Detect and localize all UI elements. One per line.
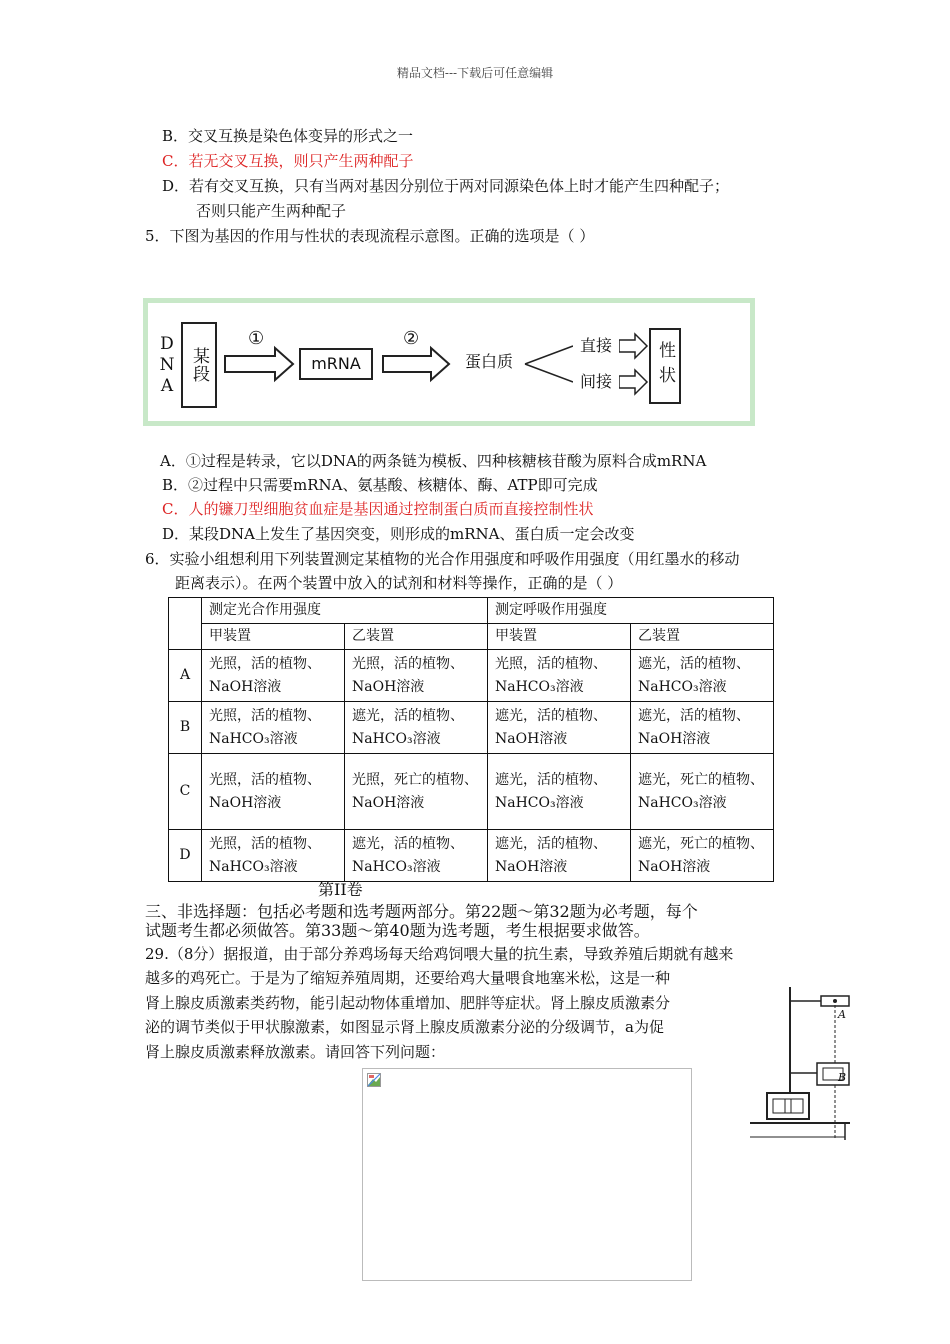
table-group-header: 测定呼吸作用强度 [488, 598, 774, 624]
gene-expression-diagram [143, 298, 755, 426]
row-label: C [169, 754, 202, 830]
table-cell: 遮光，活的植物、NaHCO₃溶液 [345, 702, 488, 754]
table-sub-header: 甲装置 [488, 624, 631, 650]
page-header: 精品文档---下载后可任意编辑 [396, 66, 554, 80]
q5-option-d: D．某段DNA上发生了基因突变，则形成的mRNA、蛋白质一定会改变 [162, 525, 635, 543]
q4-option-d: D．若有交叉互换，只有当两对基因分别位于两对同源染色体上时才能产生四种配子； [162, 177, 730, 195]
label-b: B [838, 1071, 847, 1084]
table-sub-header: 乙装置 [631, 624, 774, 650]
direct-label: 直接 [573, 334, 619, 358]
q5-option-a: A．①过程是转录，它以DNA的两条链为模板、四种核糖核苷酸为原料合成mRNA [160, 452, 707, 470]
q29-line1: 29.（8分）据报道，由于部分养鸡场每天给鸡饲喂大量的抗生素，导致养殖后期就有越来 [145, 945, 734, 963]
table-cell: 遮光，活的植物、NaOH溶液 [631, 702, 774, 754]
q5-option-c: C．人的镰刀型细胞贫血症是基因通过控制蛋白质而直接控制性状 [162, 500, 594, 518]
q6-stem-line1: 6．实验小组想利用下列装置测定某植物的光合作用强度和呼吸作用强度（用红墨水的移动 [145, 550, 740, 568]
mrna-box: mRNA [299, 348, 373, 380]
table-row [169, 830, 774, 882]
q4-option-c: C．若无交叉互换，则只产生两种配子 [162, 152, 414, 170]
arrow-step1-icon [225, 348, 293, 380]
arrow-indirect-icon [619, 370, 647, 394]
q5-stem: 5．下图为基因的作用与性状的表现流程示意图。正确的选项是（ ） [145, 227, 595, 245]
step2-label: ② [403, 328, 420, 349]
step1-label: ① [248, 328, 265, 349]
trait-box: 性状 [649, 328, 681, 404]
table-cell: 遮光，活的植物、NaHCO₃溶液 [631, 650, 774, 702]
table-group-header: 测定光合作用强度 [202, 598, 488, 624]
table-cell: 遮光，活的植物、NaOH溶液 [488, 830, 631, 882]
protein-label: 蛋白质 [455, 348, 523, 376]
q4-option-d-cont: 否则只能产生两种配子 [196, 202, 347, 220]
q6-stem-line2: 距离表示）。在两个装置中放入的试剂和材料等操作，正确的是（ ） [175, 574, 623, 592]
arrow-step2-icon [383, 348, 449, 380]
table-cell: 遮光，活的植物、NaHCO₃溶液 [345, 830, 488, 882]
table-cell: 遮光，死亡的植物、NaOH溶液 [631, 830, 774, 882]
q29-line4: 泌的调节类似于甲状腺激素，如图显示肾上腺皮质激素分泌的分级调节，a为促 [145, 1018, 664, 1036]
table-cell: 遮光，活的植物、NaHCO₃溶液 [488, 754, 631, 830]
figure-placeholder [362, 1068, 692, 1281]
lab-apparatus-diagram [745, 975, 855, 1145]
indirect-label: 间接 [573, 370, 619, 394]
row-label: D [169, 830, 202, 882]
arrow-direct-icon [619, 334, 647, 358]
table-cell: 光照，活的植物、NaHCO₃溶液 [202, 702, 345, 754]
part2-title: 第II卷 [318, 880, 363, 899]
q5-option-b: B．②过程中只需要mRNA、氨基酸、核糖体、酶、ATP即可完成 [162, 476, 598, 494]
table-sub-header: 甲装置 [202, 624, 345, 650]
dna-box: 某段DNA [181, 322, 217, 408]
table-cell: 光照，活的植物、NaHCO₃溶液 [202, 830, 345, 882]
q4-option-b: B．交叉互换是染色体变异的形式之一 [162, 127, 414, 145]
q29-line2: 越多的鸡死亡。于是为了缩短养殖周期，还要给鸡大量喂食地塞米松，这是一种 [145, 969, 671, 987]
table-sub-header: 乙装置 [345, 624, 488, 650]
row-label: B [169, 702, 202, 754]
table-cell: 光照，活的植物、NaOH溶液 [345, 650, 488, 702]
table-group-header-row [169, 598, 774, 624]
label-a: A [838, 1008, 846, 1021]
broken-image-icon [367, 1073, 381, 1087]
table-row [169, 650, 774, 702]
table-cell: 光照，活的植物、NaHCO₃溶液 [488, 650, 631, 702]
table-corner-cell [169, 598, 202, 650]
branch-line-indirect [525, 364, 573, 382]
table-row [169, 754, 774, 830]
q29-line3: 肾上腺皮质激素类药物，能引起动物体重增加、肥胖等症状。肾上腺皮质激素分 [145, 994, 671, 1012]
table-cell: 遮光，活的植物、NaOH溶液 [488, 702, 631, 754]
table-cell: 光照，活的植物、NaOH溶液 [202, 650, 345, 702]
table-cell: 遮光，死亡的植物、NaHCO₃溶液 [631, 754, 774, 830]
row-label: A [169, 650, 202, 702]
q29-line5: 肾上腺皮质激素释放激素。请回答下列问题： [145, 1043, 446, 1061]
part2-instructions-line2: 试题考生都必须做答。第33题～第40题为选考题，考生根据要求做答。 [145, 921, 650, 940]
table-cell: 光照，死亡的植物、NaOH溶液 [345, 754, 488, 830]
table-sub-header-row [169, 624, 774, 650]
table-row [169, 702, 774, 754]
branch-line-direct [525, 346, 573, 364]
part2-instructions-line1: 三、非选择题：包括必考题和选考题两部分。第22题～第32题为必考题，每个 [145, 902, 698, 921]
q6-options-table [168, 597, 774, 882]
table-cell: 光照，活的植物、NaOH溶液 [202, 754, 345, 830]
